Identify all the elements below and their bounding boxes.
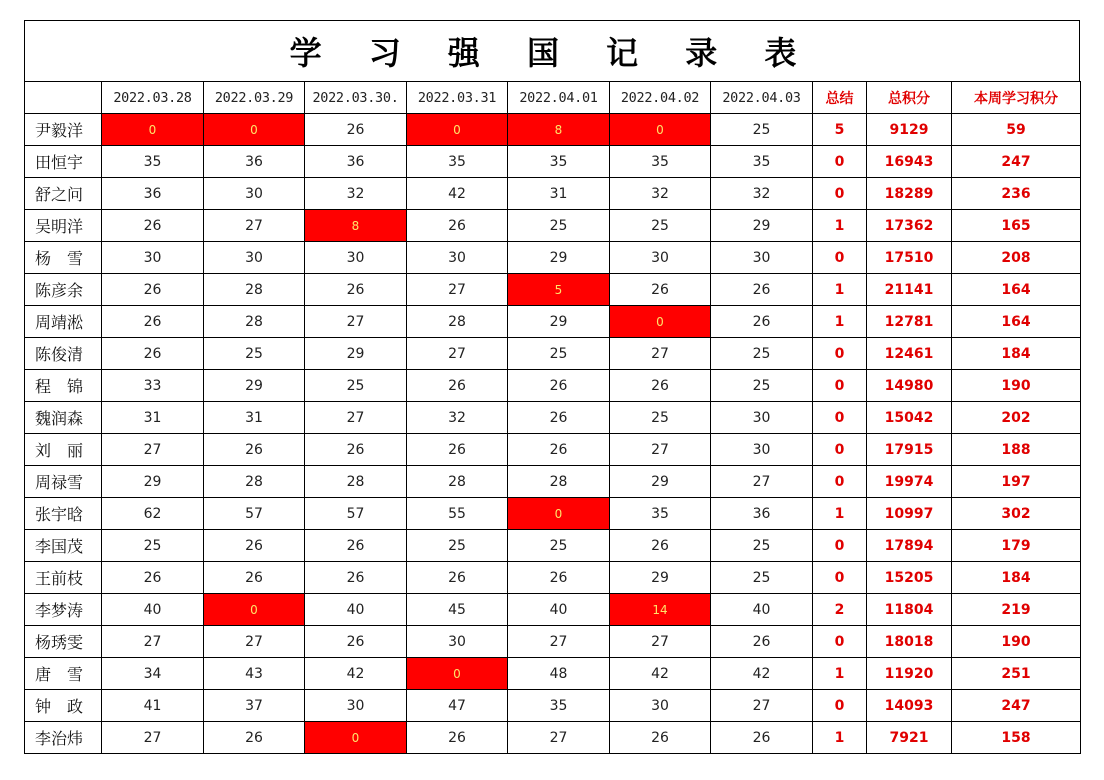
student-name-cell[interactable]: 程 锦 (25, 370, 102, 402)
week-points-cell[interactable]: 188 (952, 434, 1081, 466)
day-score-cell[interactable]: 26 (407, 562, 508, 594)
day-score-cell[interactable]: 26 (305, 114, 407, 146)
day-score-cell[interactable]: 30 (407, 242, 508, 274)
student-name-cell[interactable]: 李国茂 (25, 530, 102, 562)
day-score-cell[interactable]: 30 (711, 242, 813, 274)
day-score-cell[interactable]: 26 (508, 562, 610, 594)
day-score-cell[interactable]: 41 (102, 690, 204, 722)
student-name-cell[interactable]: 李梦涛 (25, 594, 102, 626)
day-score-cell[interactable]: 28 (204, 466, 305, 498)
total-points-cell[interactable]: 7921 (867, 722, 952, 754)
summary-cell[interactable]: 0 (813, 562, 867, 594)
total-points-cell[interactable]: 11920 (867, 658, 952, 690)
day-score-cell[interactable]: 55 (407, 498, 508, 530)
day-score-cell[interactable]: 27 (102, 434, 204, 466)
day-score-cell[interactable]: 26 (610, 722, 711, 754)
flagged-day-score-cell[interactable]: 0 (508, 498, 610, 530)
total-points-cell[interactable]: 15205 (867, 562, 952, 594)
flagged-day-score-cell[interactable]: 0 (610, 114, 711, 146)
week-points-cell[interactable]: 158 (952, 722, 1081, 754)
day-score-cell[interactable]: 34 (102, 658, 204, 690)
day-score-cell[interactable]: 30 (204, 178, 305, 210)
day-score-cell[interactable]: 42 (407, 178, 508, 210)
total-points-cell[interactable]: 12461 (867, 338, 952, 370)
header-date: 2022.04.03 (711, 82, 813, 114)
week-points-cell[interactable]: 219 (952, 594, 1081, 626)
total-points-cell[interactable]: 17362 (867, 210, 952, 242)
summary-cell[interactable]: 1 (813, 210, 867, 242)
week-points-cell[interactable]: 59 (952, 114, 1081, 146)
table-row (25, 178, 1081, 210)
day-score-cell[interactable]: 37 (204, 690, 305, 722)
day-score-cell[interactable]: 26 (711, 722, 813, 754)
student-name-cell[interactable]: 杨琇雯 (25, 626, 102, 658)
student-name-cell[interactable]: 舒之问 (25, 178, 102, 210)
day-score-cell[interactable]: 62 (102, 498, 204, 530)
week-points-cell[interactable]: 184 (952, 562, 1081, 594)
day-score-cell[interactable]: 40 (305, 594, 407, 626)
header-date: 2022.03.30. (305, 82, 407, 114)
day-score-cell[interactable]: 27 (610, 338, 711, 370)
day-score-cell[interactable]: 26 (102, 306, 204, 338)
week-points-cell[interactable]: 190 (952, 626, 1081, 658)
day-score-cell[interactable]: 26 (102, 338, 204, 370)
day-score-cell[interactable]: 26 (508, 370, 610, 402)
flagged-day-score-cell[interactable]: 8 (305, 210, 407, 242)
day-score-cell[interactable]: 42 (711, 658, 813, 690)
day-score-cell[interactable]: 27 (508, 722, 610, 754)
header-week: 本周学习积分 (952, 82, 1081, 114)
day-score-cell[interactable]: 42 (610, 658, 711, 690)
week-points-cell[interactable]: 164 (952, 306, 1081, 338)
day-score-cell[interactable]: 36 (204, 146, 305, 178)
summary-cell[interactable]: 0 (813, 434, 867, 466)
day-score-cell[interactable]: 35 (711, 146, 813, 178)
day-score-cell[interactable]: 26 (305, 434, 407, 466)
week-points-cell[interactable]: 251 (952, 658, 1081, 690)
day-score-cell[interactable]: 25 (305, 370, 407, 402)
day-score-cell[interactable]: 43 (204, 658, 305, 690)
day-score-cell[interactable]: 27 (711, 690, 813, 722)
day-score-cell[interactable]: 28 (305, 466, 407, 498)
day-score-cell[interactable]: 30 (305, 690, 407, 722)
day-score-cell[interactable]: 28 (407, 466, 508, 498)
week-points-cell[interactable]: 247 (952, 690, 1081, 722)
day-score-cell[interactable]: 40 (711, 594, 813, 626)
summary-cell[interactable]: 2 (813, 594, 867, 626)
table-row (25, 370, 1081, 402)
day-score-cell[interactable]: 26 (407, 434, 508, 466)
day-score-cell[interactable]: 32 (305, 178, 407, 210)
total-points-cell[interactable]: 18018 (867, 626, 952, 658)
table-row (25, 274, 1081, 306)
week-points-cell[interactable]: 184 (952, 338, 1081, 370)
day-score-cell[interactable]: 25 (610, 210, 711, 242)
day-score-cell[interactable]: 25 (102, 530, 204, 562)
table-row (25, 210, 1081, 242)
day-score-cell[interactable]: 25 (204, 338, 305, 370)
day-score-cell[interactable]: 26 (204, 722, 305, 754)
day-score-cell[interactable]: 35 (610, 498, 711, 530)
header-date: 2022.03.31 (407, 82, 508, 114)
student-name-cell[interactable]: 唐 雪 (25, 658, 102, 690)
day-score-cell[interactable]: 28 (204, 306, 305, 338)
day-score-cell[interactable]: 27 (305, 402, 407, 434)
summary-cell[interactable]: 0 (813, 146, 867, 178)
day-score-cell[interactable]: 26 (204, 562, 305, 594)
student-name-cell[interactable]: 刘 丽 (25, 434, 102, 466)
student-name-cell[interactable]: 魏润森 (25, 402, 102, 434)
day-score-cell[interactable]: 35 (102, 146, 204, 178)
table-row (25, 338, 1081, 370)
day-score-cell[interactable]: 30 (610, 690, 711, 722)
header-summary: 总结 (813, 82, 867, 114)
total-points-cell[interactable]: 21141 (867, 274, 952, 306)
flagged-day-score-cell[interactable]: 8 (508, 114, 610, 146)
day-score-cell[interactable]: 25 (407, 530, 508, 562)
record-sheet (24, 20, 1080, 754)
day-score-cell[interactable]: 36 (711, 498, 813, 530)
table-row (25, 530, 1081, 562)
student-name-cell[interactable]: 周靖淞 (25, 306, 102, 338)
day-score-cell[interactable]: 33 (102, 370, 204, 402)
day-score-cell[interactable]: 40 (102, 594, 204, 626)
day-score-cell[interactable]: 26 (102, 562, 204, 594)
day-score-cell[interactable]: 27 (204, 626, 305, 658)
day-score-cell[interactable]: 32 (407, 402, 508, 434)
day-score-cell[interactable]: 25 (508, 530, 610, 562)
day-score-cell[interactable]: 36 (305, 146, 407, 178)
summary-cell[interactable]: 0 (813, 338, 867, 370)
student-name-cell[interactable]: 吴明洋 (25, 210, 102, 242)
total-points-cell[interactable]: 16943 (867, 146, 952, 178)
day-score-cell[interactable]: 27 (610, 434, 711, 466)
week-points-cell[interactable]: 247 (952, 146, 1081, 178)
total-points-cell[interactable]: 12781 (867, 306, 952, 338)
day-score-cell[interactable]: 25 (610, 402, 711, 434)
summary-cell[interactable]: 1 (813, 722, 867, 754)
summary-cell[interactable]: 5 (813, 114, 867, 146)
day-score-cell[interactable]: 29 (610, 466, 711, 498)
total-points-cell[interactable]: 11804 (867, 594, 952, 626)
day-score-cell[interactable]: 25 (711, 114, 813, 146)
day-score-cell[interactable]: 26 (508, 434, 610, 466)
header-row (25, 82, 1081, 114)
flagged-day-score-cell[interactable]: 0 (102, 114, 204, 146)
day-score-cell[interactable]: 26 (610, 370, 711, 402)
day-score-cell[interactable]: 25 (711, 530, 813, 562)
table-row (25, 402, 1081, 434)
total-points-cell[interactable]: 14093 (867, 690, 952, 722)
day-score-cell[interactable]: 32 (711, 178, 813, 210)
flagged-day-score-cell[interactable]: 0 (407, 658, 508, 690)
week-points-cell[interactable]: 190 (952, 370, 1081, 402)
summary-cell[interactable]: 1 (813, 306, 867, 338)
header-date: 2022.04.01 (508, 82, 610, 114)
week-points-cell[interactable]: 179 (952, 530, 1081, 562)
day-score-cell[interactable]: 31 (102, 402, 204, 434)
day-score-cell[interactable]: 27 (508, 626, 610, 658)
summary-cell[interactable]: 0 (813, 690, 867, 722)
sheet-title: 学 习 强 国 记 录 表 (24, 20, 1080, 81)
summary-cell[interactable]: 0 (813, 370, 867, 402)
day-score-cell[interactable]: 26 (305, 530, 407, 562)
summary-cell[interactable]: 0 (813, 530, 867, 562)
day-score-cell[interactable]: 35 (610, 146, 711, 178)
day-score-cell[interactable]: 26 (407, 370, 508, 402)
week-points-cell[interactable]: 165 (952, 210, 1081, 242)
day-score-cell[interactable]: 26 (305, 626, 407, 658)
day-score-cell[interactable]: 29 (305, 338, 407, 370)
day-score-cell[interactable]: 28 (204, 274, 305, 306)
day-score-cell[interactable]: 26 (711, 626, 813, 658)
header-date: 2022.04.02 (610, 82, 711, 114)
table-row (25, 242, 1081, 274)
day-score-cell[interactable]: 26 (102, 210, 204, 242)
day-score-cell[interactable]: 26 (305, 562, 407, 594)
student-name-cell[interactable]: 田恒宇 (25, 146, 102, 178)
total-points-cell[interactable]: 17894 (867, 530, 952, 562)
summary-cell[interactable]: 0 (813, 626, 867, 658)
student-name-cell[interactable]: 王前枝 (25, 562, 102, 594)
day-score-cell[interactable]: 30 (610, 242, 711, 274)
day-score-cell[interactable]: 25 (711, 338, 813, 370)
week-points-cell[interactable]: 208 (952, 242, 1081, 274)
summary-cell[interactable]: 0 (813, 466, 867, 498)
day-score-cell[interactable]: 30 (204, 242, 305, 274)
table-body (25, 114, 1081, 754)
table-row (25, 562, 1081, 594)
day-score-cell[interactable]: 57 (204, 498, 305, 530)
table-row (25, 690, 1081, 722)
day-score-cell[interactable]: 26 (610, 530, 711, 562)
student-name-cell[interactable]: 陈俊清 (25, 338, 102, 370)
week-points-cell[interactable]: 202 (952, 402, 1081, 434)
day-score-cell[interactable]: 27 (610, 626, 711, 658)
day-score-cell[interactable]: 26 (204, 434, 305, 466)
day-score-cell[interactable]: 29 (711, 210, 813, 242)
table-row (25, 114, 1081, 146)
day-score-cell[interactable]: 26 (305, 274, 407, 306)
table-row (25, 722, 1081, 754)
day-score-cell[interactable]: 25 (508, 338, 610, 370)
day-score-cell[interactable]: 36 (102, 178, 204, 210)
week-points-cell[interactable]: 302 (952, 498, 1081, 530)
total-points-cell[interactable]: 10997 (867, 498, 952, 530)
day-score-cell[interactable]: 30 (711, 402, 813, 434)
flagged-day-score-cell[interactable]: 5 (508, 274, 610, 306)
flagged-day-score-cell[interactable]: 0 (204, 594, 305, 626)
day-score-cell[interactable]: 26 (610, 274, 711, 306)
day-score-cell[interactable]: 35 (508, 690, 610, 722)
day-score-cell[interactable]: 31 (508, 178, 610, 210)
day-score-cell[interactable]: 28 (407, 306, 508, 338)
day-score-cell[interactable]: 26 (711, 274, 813, 306)
student-name-cell[interactable]: 张宇晗 (25, 498, 102, 530)
day-score-cell[interactable]: 26 (508, 402, 610, 434)
header-total: 总积分 (867, 82, 952, 114)
day-score-cell[interactable]: 25 (508, 210, 610, 242)
week-points-cell[interactable]: 164 (952, 274, 1081, 306)
day-score-cell[interactable]: 29 (610, 562, 711, 594)
day-score-cell[interactable]: 32 (610, 178, 711, 210)
header-date: 2022.03.28 (102, 82, 204, 114)
summary-cell[interactable]: 0 (813, 178, 867, 210)
week-points-cell[interactable]: 236 (952, 178, 1081, 210)
day-score-cell[interactable]: 29 (102, 466, 204, 498)
day-score-cell[interactable]: 29 (204, 370, 305, 402)
table-row (25, 594, 1081, 626)
student-name-cell[interactable]: 李治炜 (25, 722, 102, 754)
table-row (25, 306, 1081, 338)
day-score-cell[interactable]: 29 (508, 242, 610, 274)
summary-cell[interactable]: 0 (813, 402, 867, 434)
flagged-day-score-cell[interactable]: 14 (610, 594, 711, 626)
day-score-cell[interactable]: 45 (407, 594, 508, 626)
day-score-cell[interactable]: 28 (508, 466, 610, 498)
flagged-day-score-cell[interactable]: 0 (407, 114, 508, 146)
day-score-cell[interactable]: 27 (204, 210, 305, 242)
day-score-cell[interactable]: 27 (407, 338, 508, 370)
total-points-cell[interactable]: 19974 (867, 466, 952, 498)
day-score-cell[interactable]: 26 (407, 210, 508, 242)
day-score-cell[interactable]: 25 (711, 562, 813, 594)
day-score-cell[interactable]: 25 (711, 370, 813, 402)
header-date: 2022.03.29 (204, 82, 305, 114)
day-score-cell[interactable]: 27 (711, 466, 813, 498)
day-score-cell[interactable]: 26 (407, 722, 508, 754)
total-points-cell[interactable]: 14980 (867, 370, 952, 402)
summary-cell[interactable]: 0 (813, 242, 867, 274)
flagged-day-score-cell[interactable]: 0 (610, 306, 711, 338)
total-points-cell[interactable]: 17915 (867, 434, 952, 466)
flagged-day-score-cell[interactable]: 0 (204, 114, 305, 146)
table-row (25, 658, 1081, 690)
day-score-cell[interactable]: 30 (407, 626, 508, 658)
day-score-cell[interactable]: 48 (508, 658, 610, 690)
table-row (25, 434, 1081, 466)
day-score-cell[interactable]: 35 (508, 146, 610, 178)
student-name-cell[interactable]: 尹毅洋 (25, 114, 102, 146)
student-name-cell[interactable]: 周禄雪 (25, 466, 102, 498)
header-blank (25, 82, 102, 114)
day-score-cell[interactable]: 26 (711, 306, 813, 338)
day-score-cell[interactable]: 35 (407, 146, 508, 178)
summary-cell[interactable]: 1 (813, 274, 867, 306)
table-row (25, 626, 1081, 658)
student-name-cell[interactable]: 陈彦余 (25, 274, 102, 306)
student-name-cell[interactable]: 杨 雪 (25, 242, 102, 274)
flagged-day-score-cell[interactable]: 0 (305, 722, 407, 754)
day-score-cell[interactable]: 27 (102, 626, 204, 658)
day-score-cell[interactable]: 30 (305, 242, 407, 274)
day-score-cell[interactable]: 27 (407, 274, 508, 306)
total-points-cell[interactable]: 17510 (867, 242, 952, 274)
table-row (25, 466, 1081, 498)
summary-cell[interactable]: 1 (813, 658, 867, 690)
day-score-cell[interactable]: 30 (711, 434, 813, 466)
day-score-cell[interactable]: 42 (305, 658, 407, 690)
day-score-cell[interactable]: 27 (305, 306, 407, 338)
day-score-cell[interactable]: 26 (204, 530, 305, 562)
total-points-cell[interactable]: 18289 (867, 178, 952, 210)
day-score-cell[interactable]: 30 (102, 242, 204, 274)
total-points-cell[interactable]: 9129 (867, 114, 952, 146)
table-row (25, 498, 1081, 530)
total-points-cell[interactable]: 15042 (867, 402, 952, 434)
day-score-cell[interactable]: 26 (102, 274, 204, 306)
day-score-cell[interactable]: 27 (102, 722, 204, 754)
day-score-cell[interactable]: 31 (204, 402, 305, 434)
day-score-cell[interactable]: 40 (508, 594, 610, 626)
week-points-cell[interactable]: 197 (952, 466, 1081, 498)
record-table (24, 81, 1081, 754)
day-score-cell[interactable]: 29 (508, 306, 610, 338)
day-score-cell[interactable]: 47 (407, 690, 508, 722)
table-row (25, 146, 1081, 178)
summary-cell[interactable]: 1 (813, 498, 867, 530)
day-score-cell[interactable]: 57 (305, 498, 407, 530)
student-name-cell[interactable]: 钟 政 (25, 690, 102, 722)
